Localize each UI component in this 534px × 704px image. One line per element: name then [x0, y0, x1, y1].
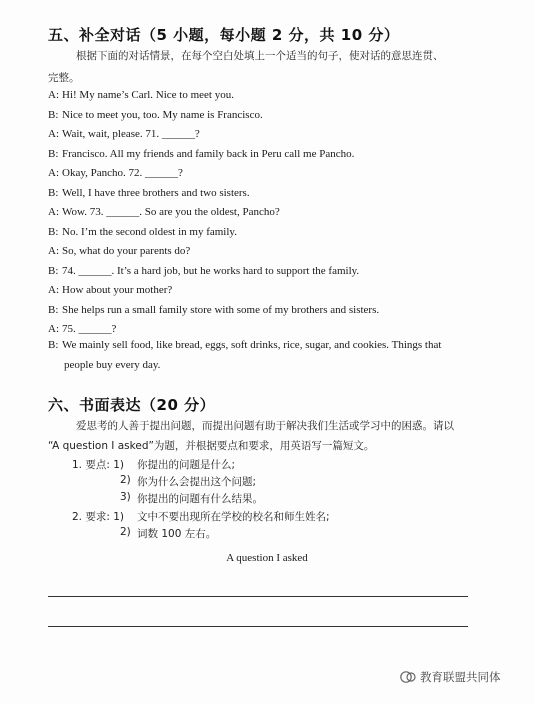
dialogue-text: She helps run a small family store with some of my brothers and sisters.: [62, 303, 380, 316]
dialogue-line: [48, 245, 190, 257]
dialogue-text: Hi! My name’s Carl. Nice to meet you.: [62, 89, 234, 101]
speaker-label: B:: [48, 186, 59, 199]
dialogue-line: [48, 226, 237, 238]
point-1: 你提出的问题是什么;: [137, 459, 236, 471]
writing-line-2: [48, 626, 468, 627]
dialogue-text: Okay, Pancho. 72. ______?: [62, 167, 183, 179]
speaker-label: B:: [48, 264, 59, 277]
dialogue-line: [48, 323, 116, 335]
point-3-label: 3): [120, 491, 131, 503]
point-2-label: 2): [120, 474, 131, 486]
speaker-label: B:: [48, 108, 59, 121]
dialogue-text: Nice to meet you, too. My name is Francisco.: [62, 108, 263, 121]
speaker-label: B:: [48, 339, 59, 351]
section-5-instruction-line-1: 根据下面的对话情景，在每个空白处填上一个适当的句子，使对话的意思连贯、: [76, 50, 444, 62]
dialogue-continuation: people buy every day.: [64, 359, 161, 371]
dialogue-text: Wow. 73. ______. So are you the oldest, Pancho?: [62, 206, 280, 218]
dialogue-text: Francisco. All my friends and family back in Peru call me Pancho.: [62, 147, 355, 160]
speaker-label: A:: [48, 128, 59, 140]
dialogue-text: No. I’m the second oldest in my family.: [62, 225, 237, 238]
speaker-label: B:: [48, 147, 59, 160]
point-3: 你提出的问题有什么结果。: [137, 493, 263, 505]
requirement-1: 文中不要出现所在学校的校名和师生姓名;: [137, 511, 330, 523]
writing-line-1: [48, 596, 468, 597]
dialogue-line: [48, 109, 263, 121]
dialogue-line: [48, 339, 441, 351]
section-6-title: 六、书面表达（20 分）: [48, 396, 216, 414]
dialogue-line: [48, 167, 183, 179]
requirements-label: 2. 要求: 1): [72, 511, 125, 523]
dialogue-text: We mainly sell food, like bread, eggs, soft drinks, rice, sugar, and cookies. Things that: [62, 339, 442, 351]
dialogue-line: [48, 148, 354, 160]
dialogue-text: Wait, wait, please. 71. ______?: [62, 128, 200, 140]
wechat-official-account-icon: [400, 670, 416, 684]
section-6-instruction-line-2: “A question I asked”为题，并根据要点和要求，用英语写一篇短文。: [48, 440, 375, 452]
watermark-text: 教育联盟共同体: [420, 670, 501, 684]
requirement-2-label: 2): [120, 526, 131, 538]
speaker-label: B:: [48, 225, 59, 238]
dialogue-text: 74. ______. It’s a hard job, but he works hard to support the family.: [62, 264, 360, 277]
speaker-label: A:: [48, 206, 59, 218]
dialogue-line: [48, 187, 250, 199]
dialogue-line: [48, 128, 200, 140]
dialogue-line: [48, 206, 280, 218]
dialogue-line: [48, 304, 379, 316]
dialogue-line: [48, 265, 359, 277]
section-6-instruction-line-1: 爱思考的人善于提出问题，而提出问题有助于解决我们生活或学习中的困惑。请以: [76, 420, 454, 432]
requirement-2: 词数 100 左右。: [137, 528, 217, 540]
dialogue-line: [48, 284, 172, 296]
watermark: [400, 669, 501, 685]
speaker-label: A:: [48, 167, 59, 179]
speaker-label: A:: [48, 245, 59, 257]
essay-title: A question I asked: [226, 552, 308, 564]
speaker-label: A:: [48, 89, 59, 101]
speaker-label: A:: [48, 284, 59, 296]
section-5-instruction-line-2: 完整。: [48, 72, 80, 84]
points-label: 1. 要点: 1): [72, 459, 125, 471]
point-2: 你为什么会提出这个问题;: [137, 476, 257, 488]
dialogue-text: How about your mother?: [62, 284, 173, 296]
speaker-label: A:: [48, 323, 59, 335]
speaker-label: B:: [48, 303, 59, 316]
dialogue-line: [48, 89, 234, 101]
dialogue-text: So, what do your parents do?: [62, 245, 191, 257]
dialogue-text: 75. ______?: [62, 323, 117, 335]
dialogue-text: Well, I have three brothers and two sisters.: [62, 186, 250, 199]
section-5-title: 五、补全对话（5 小题，每小题 2 分，共 10 分）: [48, 26, 400, 44]
